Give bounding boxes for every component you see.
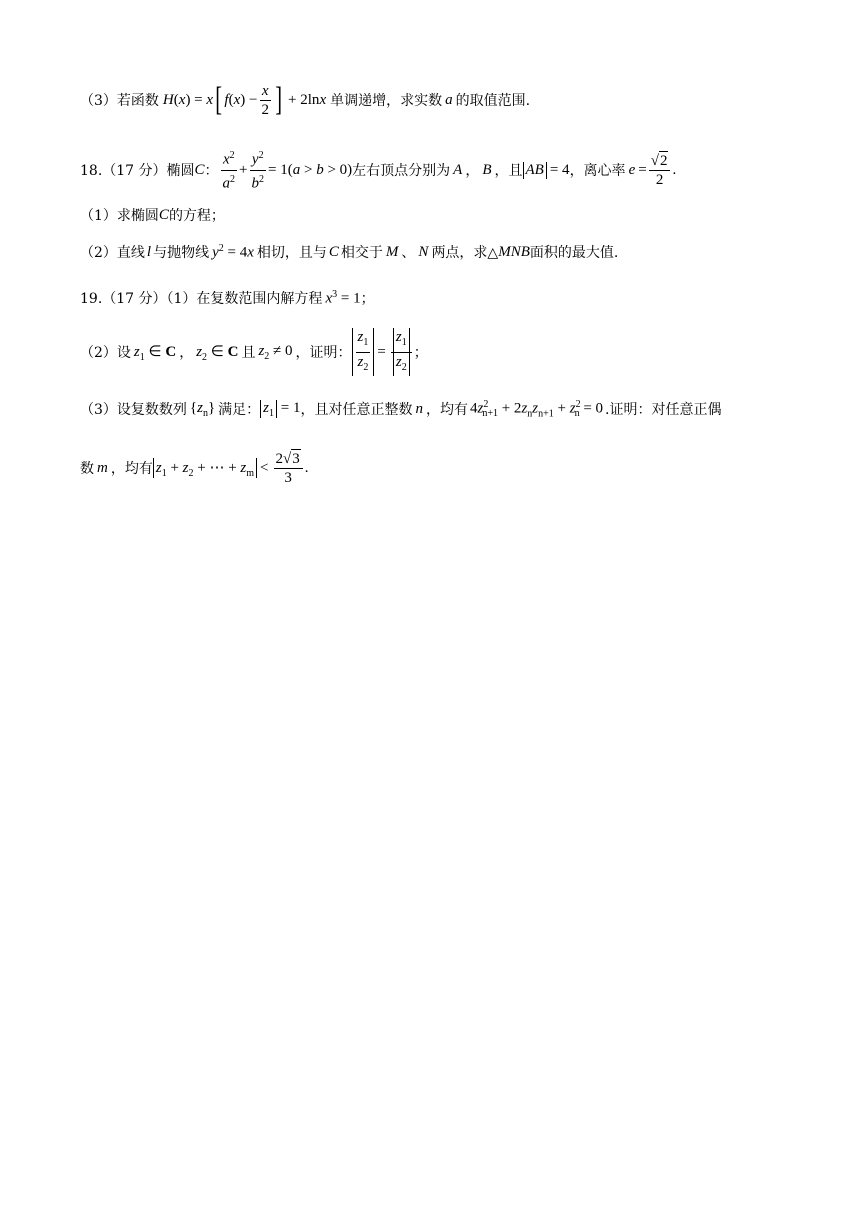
point-N: N xyxy=(418,243,429,260)
modulus-quotient: $\frac{z_1}{z_2}$ = $\frac{z_1}{z_2}$ xyxy=(352,328,414,377)
q18-part2-e: 两点，求△ xyxy=(431,245,499,261)
var-n: n xyxy=(415,400,423,417)
q17-part3-prefix: （3）若函数 xyxy=(80,93,159,109)
q19-part3 xyxy=(80,396,722,422)
z2-in-C: $z_2$ ∈ C xyxy=(196,343,239,363)
segment-AB: AB xyxy=(523,162,547,179)
q18-part2-a: （2）直线 xyxy=(80,245,145,261)
parabola-equation: $y^2 = 4x$ xyxy=(212,242,254,261)
recurrence-equation: $4z^2_{n+1} + 2z_nz_{n+1} + z^2_n = 0$ xyxy=(469,398,604,420)
q19-part3-b: 满足： xyxy=(218,402,261,418)
z2-nonzero: $z_2 \ne 0$ xyxy=(258,342,293,362)
q18-part1 xyxy=(80,204,225,226)
eq-4: = 4 xyxy=(549,161,570,178)
q19-part3-a: （3）设复数数列 xyxy=(80,402,187,418)
sum-inequality: $z_1 + z_2$ + ⋯ + $z_m$ < 2√ 3 3 . xyxy=(153,449,309,487)
var-C: C xyxy=(158,206,169,223)
q19-part2-c: ，证明： xyxy=(295,345,352,361)
var-C: C xyxy=(194,161,205,178)
q19-part2-b: 且 xyxy=(241,345,256,361)
q19-part3-f: 数 xyxy=(80,461,94,477)
point-M: M xyxy=(385,243,399,260)
q18-after-eq: 左右顶点分别为 xyxy=(352,163,451,179)
q19-part3-cont xyxy=(80,446,309,490)
q19-part3-g: ，均有 xyxy=(110,461,153,477)
ecc-text: ，离心率 xyxy=(569,163,626,179)
z1-modulus: $z_1 = 1$ xyxy=(260,400,300,419)
q17-part3 xyxy=(80,80,530,120)
var-m: m xyxy=(97,459,108,476)
ecc-value: = √ 2 2 . xyxy=(638,153,677,188)
q17-part3-tail: 的取值范围. xyxy=(455,93,531,109)
z1-in-C: $z_1$ ∈ C xyxy=(133,343,177,363)
var-C: C xyxy=(328,243,339,260)
q19-part3-e: .证明：对任意正偶 xyxy=(605,402,722,418)
colon: ： xyxy=(204,163,219,179)
q18-part2-f: 面积的最大值. xyxy=(529,245,619,261)
var-a: a xyxy=(445,91,453,108)
var-e: e xyxy=(628,161,636,178)
triangle-MNB: MNB xyxy=(498,243,530,260)
and-text: ，且 xyxy=(494,163,523,179)
ellipse-equation: $\frac{x^2}{a^2}$ + $\frac{y^2}{b^2}$ = 1( a > b > 0) xyxy=(219,147,353,193)
cube-equation: $x^3 = 1$ xyxy=(325,288,361,307)
q18-part2-d: 相交于 xyxy=(340,245,383,261)
sequence-zn: $\{z_n\}$ xyxy=(189,399,216,419)
point-B: B xyxy=(482,161,492,178)
q18-part1-text: （1）求椭圆 xyxy=(80,208,159,224)
q17-part3-suffix: 单调递增，求实数 xyxy=(330,93,443,109)
q18-stem: 18.（17 分）椭圆 C ： $\frac{x^2}{a^2}$ + $\frac{y^2}{b^2}$ = 1( a > b > 0) 左右顶点分别为 A ， B ，且 AB = 4 ，离心率 e = √ 2 2 . xyxy=(80,148,676,192)
q19-part2: （2）设 $z_1$ ∈ C ， $z_2$ ∈ C 且 $z_2 \ne 0$ ，证明： $\frac{z_1}{z_2}$ = $\frac{z_1}{z_2}$ ； xyxy=(80,328,428,376)
q18-part2-c: 相切，且与 xyxy=(256,245,327,261)
q19-part3-c: ，且对任意正整数 xyxy=(300,402,413,418)
q18-part1-tail: 的方程； xyxy=(168,208,225,224)
q19-stem: 19.（17 分）（1）在复数范围内解方程 $x^3 = 1$ ； xyxy=(80,288,375,307)
q19-part2-a: （2）设 xyxy=(80,345,131,361)
q18-part2: （2）直线 l 与抛物线 $y^2 = 4x$ 相切，且与 C 相交于 M 、 N 两点，求△ MNB 面积的最大值. xyxy=(80,242,619,261)
q18-number: 18.（17 分）椭圆 xyxy=(80,163,195,179)
var-l: l xyxy=(146,243,152,260)
q18-part2-b: 与抛物线 xyxy=(153,245,210,261)
point-A: A xyxy=(453,161,463,178)
q19-number: 19.（17 分）（1）在复数范围内解方程 xyxy=(80,291,323,307)
q19-part3-d: ，均有 xyxy=(425,402,468,418)
q17-part3-formula: H ( x ) = x [ f ( x ) − $\frac{x}{2}$ ] + 2ln x xyxy=(162,81,327,118)
